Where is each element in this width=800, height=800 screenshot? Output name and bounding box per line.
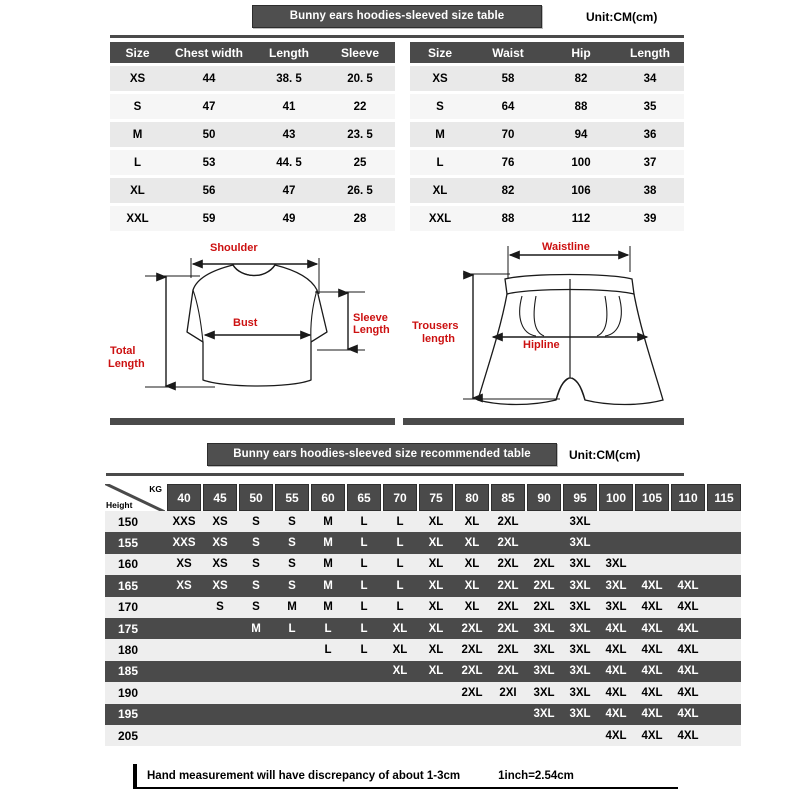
size-cell: 2XL [497, 644, 519, 657]
table-row [410, 178, 684, 203]
table-row [110, 66, 395, 91]
size-cell: 2XL [497, 579, 519, 592]
height-label-185: 185 [118, 664, 139, 679]
recommend-row-195 [105, 704, 741, 725]
bottoms-header-row [410, 42, 684, 63]
tops-cell: XL [110, 178, 165, 203]
label-hipline: Hipline [523, 339, 560, 351]
tops-header-chest: Chest width [165, 42, 253, 63]
weight-header-70: 70 [383, 484, 417, 511]
size-cell: 3XL [533, 665, 555, 678]
size-cell: L [360, 558, 368, 571]
label-sleeve-length-line2: Length [353, 324, 390, 336]
table-row [110, 94, 395, 119]
size-cell: 2XL [533, 579, 555, 592]
tops-cell: 47 [253, 178, 325, 203]
bottoms-cell: 100 [546, 150, 616, 175]
weight-header-110: 110 [671, 484, 705, 511]
size-cell: S [252, 515, 260, 528]
size-cell: 4XL [677, 665, 699, 678]
bottoms-cell: L [410, 150, 470, 175]
size-cell: 4XL [641, 729, 663, 742]
size-cell: L [396, 579, 404, 592]
tops-cell: 59 [165, 206, 253, 231]
axis-corner-cell [105, 484, 165, 511]
size-cell: 3XL [569, 515, 591, 528]
bottoms-cell: 106 [546, 178, 616, 203]
size-cell: 4XL [605, 729, 627, 742]
recommend-row-205 [105, 725, 741, 746]
recommend-row-190 [105, 682, 741, 703]
size-cell: 4XL [605, 665, 627, 678]
size-cell: XL [428, 601, 444, 614]
size-cell: 3XL [605, 558, 627, 571]
tops-cell: 50 [165, 122, 253, 147]
bottoms-cell: 76 [470, 150, 546, 175]
size-cell: L [360, 644, 368, 657]
size-cell: M [287, 601, 297, 614]
size-cell: L [360, 622, 368, 635]
label-total-length-line1: Total [110, 345, 136, 357]
weight-header-50: 50 [239, 484, 273, 511]
weight-header-45: 45 [203, 484, 237, 511]
table-row [110, 122, 395, 147]
size-cell: 2XL [497, 601, 519, 614]
size-cell: S [252, 601, 260, 614]
bottoms-cell: 58 [470, 66, 546, 91]
top-title-row [252, 5, 657, 28]
size-cell: L [360, 515, 368, 528]
size-cell: 4XL [677, 601, 699, 614]
axis-label-height: Height [106, 500, 133, 510]
size-cell: 3XL [569, 665, 591, 678]
recommend-table-title: Bunny ears hoodies-sleeved size recommended table [207, 443, 557, 466]
size-cell: 3XL [569, 622, 591, 635]
recommend-divider-rule [106, 473, 684, 476]
label-waistline: Waistline [542, 241, 590, 253]
size-cell: XS [212, 579, 228, 592]
size-cell: XL [428, 537, 444, 550]
table-row [110, 150, 395, 175]
size-cell: 3XL [605, 601, 627, 614]
size-cell: 2XL [497, 515, 519, 528]
weight-header-40: 40 [167, 484, 201, 511]
size-cell: XL [464, 537, 480, 550]
tops-cell: 47 [165, 94, 253, 119]
size-cell: 4XL [677, 579, 699, 592]
size-cell: 3XL [569, 579, 591, 592]
tops-header-length: Length [253, 42, 325, 63]
bottoms-cell: 88 [470, 206, 546, 231]
weight-header-95: 95 [563, 484, 597, 511]
recommend-row-175 [105, 618, 741, 639]
bottoms-cell: 70 [470, 122, 546, 147]
size-cell: S [288, 515, 296, 528]
size-cell: XL [464, 558, 480, 571]
label-trousers-length-line1: Trousers [412, 320, 459, 332]
axis-label-kg: KG [149, 484, 162, 494]
size-cell: 2XL [497, 622, 519, 635]
bottoms-cell: XL [410, 178, 470, 203]
size-cell: XL [428, 622, 444, 635]
bottom-garment-diagram [410, 232, 700, 417]
height-label-175: 175 [118, 621, 139, 636]
size-cell: 3XL [533, 686, 555, 699]
tops-header-sleeve: Sleeve [325, 42, 395, 63]
tops-cell: 38. 5 [253, 66, 325, 91]
tops-cell: 44 [165, 66, 253, 91]
tops-cell: 23. 5 [325, 122, 395, 147]
size-cell: S [288, 537, 296, 550]
size-cell: 3XL [533, 644, 555, 657]
recommend-header-row [105, 484, 741, 511]
height-label-155: 155 [118, 536, 139, 551]
recommend-body [105, 511, 741, 746]
size-cell: 2XL [533, 601, 555, 614]
tops-cell: M [110, 122, 165, 147]
size-cell: 3XL [569, 537, 591, 550]
tops-cell: S [110, 94, 165, 119]
tops-cell: 26. 5 [325, 178, 395, 203]
size-cell: 4XL [677, 622, 699, 635]
weight-header-60: 60 [311, 484, 345, 511]
label-sleeve-length-line1: Sleeve [353, 312, 388, 324]
size-cell: 4XL [677, 708, 699, 721]
size-cell: XL [392, 622, 408, 635]
size-cell: XL [392, 644, 408, 657]
footer-note [133, 764, 678, 789]
size-cell: 3XL [569, 708, 591, 721]
bottoms-cell: 34 [616, 66, 684, 91]
size-cell: 4XL [605, 622, 627, 635]
bottoms-header-hip: Hip [546, 42, 616, 63]
bottoms-cell: 112 [546, 206, 616, 231]
size-cell: 4XL [641, 601, 663, 614]
height-label-190: 190 [118, 685, 139, 700]
size-cell: S [252, 579, 260, 592]
size-cell: S [216, 601, 224, 614]
size-cell: 2XI [499, 686, 517, 699]
size-cell: L [360, 537, 368, 550]
bottoms-cell: 94 [546, 122, 616, 147]
size-recommendation-grid [105, 484, 741, 746]
recommend-row-165 [105, 575, 741, 596]
height-label-195: 195 [118, 707, 139, 722]
size-cell: 2XL [533, 558, 555, 571]
bottoms-cell: 64 [470, 94, 546, 119]
size-cell: L [396, 558, 404, 571]
tops-cell: L [110, 150, 165, 175]
size-cell: XXS [172, 537, 196, 550]
recommend-row-185 [105, 661, 741, 682]
tops-cell: 43 [253, 122, 325, 147]
tops-cell: 49 [253, 206, 325, 231]
bottoms-header-length: Length [616, 42, 684, 63]
size-cell: 4XL [641, 644, 663, 657]
height-label-165: 165 [118, 578, 139, 593]
label-shoulder: Shoulder [210, 242, 258, 254]
size-cell: XXS [172, 515, 196, 528]
left-section-divider [110, 418, 395, 425]
size-cell: S [288, 558, 296, 571]
size-cell: 4XL [677, 686, 699, 699]
recommend-row-155 [105, 532, 741, 553]
size-cell: M [323, 579, 333, 592]
bottoms-cell: XXL [410, 206, 470, 231]
recommend-row-150 [105, 511, 741, 532]
size-cell: 4XL [677, 729, 699, 742]
table-row [410, 66, 684, 91]
size-cell: XL [428, 644, 444, 657]
bottoms-cell: XS [410, 66, 470, 91]
size-cell: 3XL [569, 686, 591, 699]
table-row [110, 178, 395, 203]
tops-header-row [110, 42, 395, 63]
size-cell: 3XL [569, 558, 591, 571]
size-cell: L [360, 601, 368, 614]
size-cell: 4XL [641, 708, 663, 721]
size-cell: 3XL [533, 708, 555, 721]
label-bust: Bust [233, 317, 258, 329]
size-cell: XL [428, 558, 444, 571]
size-cell: XS [212, 537, 228, 550]
size-cell: XL [464, 515, 480, 528]
weight-header-65: 65 [347, 484, 381, 511]
size-cell: 2XL [497, 558, 519, 571]
label-total-length-line2: Length [108, 358, 145, 370]
table-row [410, 150, 684, 175]
top-garment-diagram [105, 232, 400, 417]
size-cell: 4XL [605, 686, 627, 699]
size-cell: 2XL [461, 622, 483, 635]
bottoms-cell: 35 [616, 94, 684, 119]
size-cell: L [396, 515, 404, 528]
size-cell: S [252, 558, 260, 571]
bottoms-cell: 38 [616, 178, 684, 203]
weight-header-105: 105 [635, 484, 669, 511]
size-cell: M [323, 515, 333, 528]
recommend-title-row [207, 443, 640, 466]
bottoms-cell: 37 [616, 150, 684, 175]
size-cell: 4XL [641, 665, 663, 678]
size-cell: M [323, 537, 333, 550]
table-row [110, 206, 395, 231]
bottoms-cell: M [410, 122, 470, 147]
footer-conversion-text: 1inch=2.54cm [498, 769, 574, 782]
size-cell: 4XL [641, 622, 663, 635]
recommend-row-180 [105, 639, 741, 660]
size-cell: 3XL [605, 579, 627, 592]
size-cell: 2XL [461, 665, 483, 678]
size-cell: M [251, 622, 261, 635]
footer-note-text: Hand measurement will have discrepancy of about 1-3cm [147, 769, 461, 782]
size-cell: XL [464, 579, 480, 592]
top-table-title: Bunny ears hoodies-sleeved size table [252, 5, 542, 28]
size-cell: XL [428, 579, 444, 592]
size-cell: 2XL [497, 537, 519, 550]
size-cell: 3XL [569, 644, 591, 657]
size-cell: L [396, 601, 404, 614]
weight-header-100: 100 [599, 484, 633, 511]
height-label-150: 150 [118, 514, 139, 529]
size-cell: M [323, 601, 333, 614]
right-section-divider [403, 418, 684, 425]
bottoms-header-waist: Waist [470, 42, 546, 63]
bottoms-size-table [410, 42, 684, 231]
size-cell: L [360, 579, 368, 592]
tops-cell: 44. 5 [253, 150, 325, 175]
bottoms-cell: 36 [616, 122, 684, 147]
tops-cell: 22 [325, 94, 395, 119]
size-cell: M [323, 558, 333, 571]
bottoms-cell: 82 [546, 66, 616, 91]
size-cell: 3XL [569, 601, 591, 614]
tops-size-table [110, 42, 395, 231]
size-cell: XL [392, 665, 408, 678]
tops-cell: 20. 5 [325, 66, 395, 91]
size-cell: S [288, 579, 296, 592]
height-label-180: 180 [118, 643, 139, 658]
size-cell: XS [212, 515, 228, 528]
size-cell: XS [176, 558, 192, 571]
weight-header-90: 90 [527, 484, 561, 511]
tops-header-size: Size [110, 42, 165, 63]
size-cell: 2XL [497, 665, 519, 678]
table-row [410, 94, 684, 119]
tops-cell: 25 [325, 150, 395, 175]
weight-header-115: 115 [707, 484, 741, 511]
tops-cell: 53 [165, 150, 253, 175]
size-cell: 4XL [677, 644, 699, 657]
weight-header-75: 75 [419, 484, 453, 511]
size-cell: XL [428, 515, 444, 528]
label-trousers-length-line2: length [422, 333, 455, 345]
tops-cell: XXL [110, 206, 165, 231]
size-cell: L [324, 622, 332, 635]
recommend-row-170 [105, 597, 741, 618]
size-cell: XS [176, 579, 192, 592]
size-cell: L [288, 622, 296, 635]
size-cell: XS [212, 558, 228, 571]
size-cell: L [396, 537, 404, 550]
weight-header-55: 55 [275, 484, 309, 511]
table-row [410, 122, 684, 147]
bottoms-header-size: Size [410, 42, 470, 63]
tops-cell: 56 [165, 178, 253, 203]
height-label-205: 205 [118, 728, 139, 743]
size-cell: 2XL [461, 644, 483, 657]
tops-cell: 28 [325, 206, 395, 231]
size-cell: 2XL [461, 686, 483, 699]
recommend-table-unit: Unit:CM(cm) [569, 447, 641, 462]
size-cell: XL [464, 601, 480, 614]
height-label-170: 170 [118, 600, 139, 615]
bottoms-cell: 88 [546, 94, 616, 119]
size-cell: 4XL [641, 579, 663, 592]
bottoms-cell: 82 [470, 178, 546, 203]
tops-cell: 41 [253, 94, 325, 119]
top-divider-rule [110, 35, 684, 38]
height-label-160: 160 [118, 557, 139, 572]
size-cell: L [324, 644, 332, 657]
weight-header-80: 80 [455, 484, 489, 511]
size-cell: 4XL [605, 644, 627, 657]
bottoms-cell: S [410, 94, 470, 119]
weight-header-85: 85 [491, 484, 525, 511]
table-row [410, 206, 684, 231]
recommend-row-160 [105, 554, 741, 575]
size-cell: XL [428, 665, 444, 678]
tops-cell: XS [110, 66, 165, 91]
size-cell: 4XL [605, 708, 627, 721]
top-table-unit: Unit:CM(cm) [586, 9, 658, 24]
size-cell: 3XL [533, 622, 555, 635]
bottoms-cell: 39 [616, 206, 684, 231]
size-cell: S [252, 537, 260, 550]
size-cell: 4XL [641, 686, 663, 699]
